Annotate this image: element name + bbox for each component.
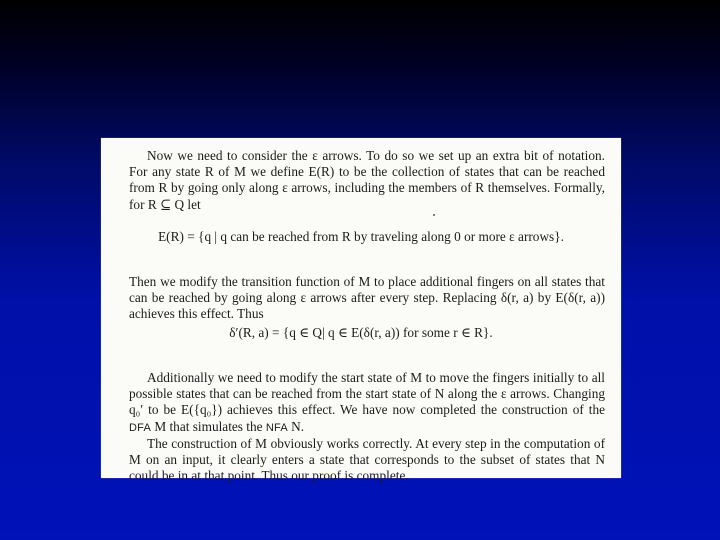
nfa-label: NFA bbox=[265, 421, 288, 434]
start-state-text: Additionally we need to modify the start state of M to move the fingers initially to all possible states that can be reached from the start state of N along the ε arrows. Changing q₀′ to be E({q₀}) achieves this effect. We have now completed the construction of the bbox=[129, 370, 605, 418]
start-state-text-3: N. bbox=[287, 418, 305, 434]
equation-transition-delta: δ′(R, a) = {q ∈ Q| q ∈ E(δ(r, a)) for some r ∈ R}. bbox=[229, 325, 493, 340]
equation-epsilon-closure: E(R) = {q | q can be reached from R by traveling along 0 or more ε arrows}. bbox=[158, 229, 564, 244]
scanned-page bbox=[101, 138, 621, 484]
paragraph-epsilon-arrows: Now we need to consider the ε arrows. To do so we set up an extra bit of notation. For any state R of M we define E(R) to be the collection of states that can be reached from R by going only along ε arrows, including the members of R themselves. Formally, for R ⊆ Q let bbox=[129, 148, 605, 212]
paragraph-start-state bbox=[129, 370, 605, 436]
paragraph-transition-function: Then we modify the transition function of M to place additional fingers on all states that can be reached by going along ε arrows after every step. Replacing δ(r, a) by E(δ(r, a)) achieves this effect. Thus bbox=[129, 274, 605, 322]
paragraph-proof-complete: The construction of M obviously works correctly. At every step in the computation of M on an input, it clearly enters a state that corresponds to the subset of states that N could be in at that point. Thus our proof is complete. bbox=[129, 436, 605, 484]
scan-speck bbox=[433, 214, 435, 216]
dfa-label: DFA bbox=[129, 421, 151, 434]
start-state-text-2: M that simulates the bbox=[151, 418, 266, 434]
